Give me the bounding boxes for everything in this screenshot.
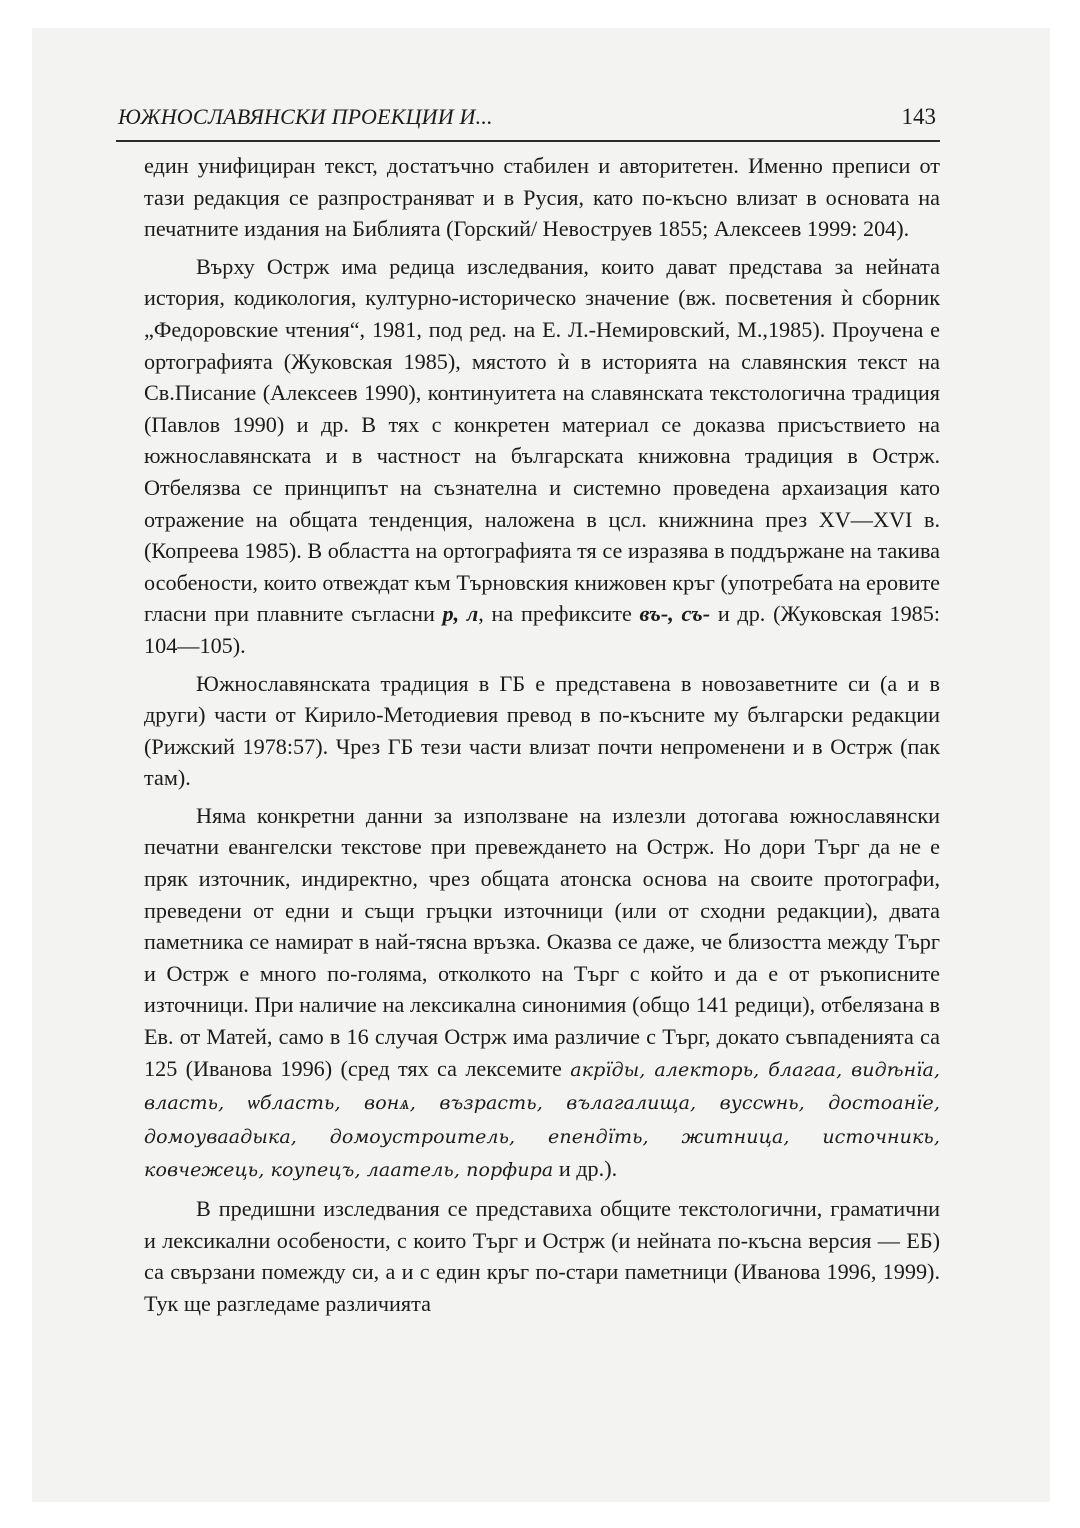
paragraph-2-text: Върху Острж има редица изследвания, които дават представа за нейната история, кодикология, културно-историческо значение (вж. посветения ѝ сборник „Федоровские чтения“, 1981, под ред. на Е. Л.-Немировский, М.,1985). Проучена е ортографията (Жуковская 1985), мястото ѝ в историята на славянския текст на Св.Писание (Алексеев 1990), континуитета на славянската текстологична традиция (Павлов 1990) и др. В тях с конкретен материал се доказва присъствието на южнославянската и в частност на българската книжовна традиция в Острж. Отбелязва се принципът на съзнателна и системно проведена архаизация като отражение на общата тенденция, наложена в цсл. книжнина през XV—XVI в. (Копреева 1985). В областта на ортографията тя се изразява в поддържане на такива особености, които отвеждат към Търновския книжовен кръг (употребата на еровите гласни при плавните съгласни [144,253,940,627]
paragraph-4 [144,800,940,1187]
paragraph-4-end: и др.). [558,1156,618,1182]
paragraph-2-end: и др. (Жуковская 1985: 104—105). [144,601,941,658]
page-number: 143 [901,104,936,129]
body-text [144,150,940,1325]
prefixes: въ-, съ- [639,601,711,627]
paragraph-2 [144,251,940,662]
running-title: ЮЖНОСЛАВЯНСКИ ПРОЕКЦИИ И... [118,104,493,129]
paragraph-1: един унифициран текст, достатъчно стабилен и авторитетен. Именно преписи от тази редакция се разпространяват и в Русия, като по-късно влизат в основата на печатните издания на Библията (Горский/ Невоструев 1855; Алексеев 1999: 204). [144,153,940,242]
running-header [116,104,940,136]
liquid-consonants: р, л [442,601,479,627]
paragraph-5: В предишни изследвания се представиха общите текстологични, граматични и лексикални особености, с които Търг и Острж (и нейната по-късна версия — ЕБ) са свързани помежду си, а и с един кръг по-стари паметници (Иванова 1996, 1999). Тук ще разгледаме различията [144,1196,940,1316]
paragraph-3: Южнославянската традиция в ГБ е представена в новозаветните си (а и в други) части от Кирило-Методиевия превод в по-късните му български редакции (Рижский 1978:57). Чрез ГБ тези части влизат почти непроменени и в Острж (пак там). [144,670,940,791]
paragraph-2-mid: , на префиксите [478,601,632,627]
lexeme-list: акрїды, алекторь, благаа, видѣнїа, власть, ѡбласть, вонѧ, възрасть, вълагалища, вуссѡнь, достоанїе, домоуваадыка, домоустроитель, епендїть, житница, источникь, ковчежець, коупецъ, лаатель, порфира [144,1058,941,1182]
paragraph-4-text: Няма конкретни данни за използване на излезли дотогава южнославянски печатни евангелски текстове при превеждането на Острж. Но дори Търг да не е пряк източник, индиректно, чрез общата атонска основа на своите протографи, преведени от едни и същи гръцки източници (или от сходни редакции), двата паметника се намират в най-тясна връзка. Оказва се даже, че близостта между Търг и Острж е много по-голяма, отколкото на Търг с който и да е от ръкописните източници. При наличие на лексикална синонимия (общо 141 редици), отбелязана в Ев. от Матей, само в 16 случая Острж има различие с Търг, докато съвпаденията са 125 (Иванова 1996) (сред тях са лексемите [144,802,940,1081]
header-rule [116,140,940,142]
